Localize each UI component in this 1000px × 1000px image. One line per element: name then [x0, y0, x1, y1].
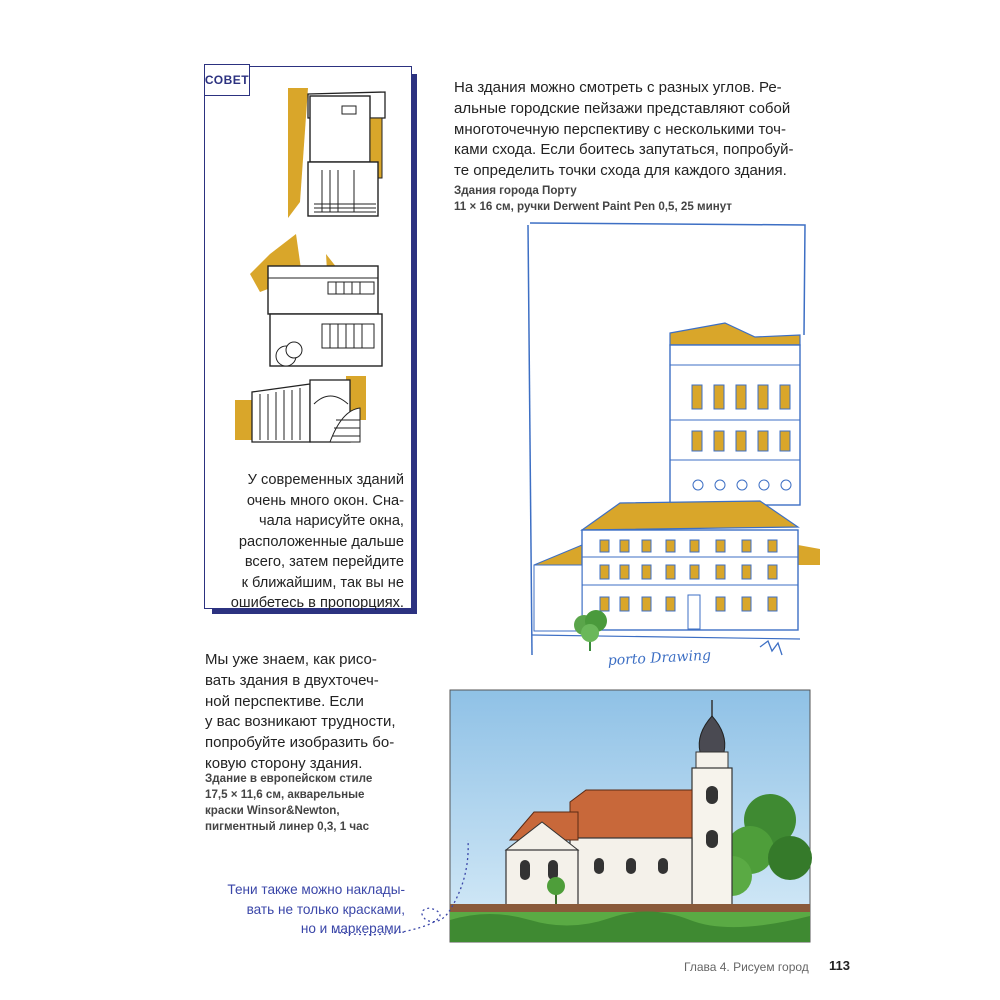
porto-signature: porto Drawing	[607, 647, 712, 669]
top-paragraph	[454, 78, 799, 182]
church-watercolor	[450, 690, 810, 942]
caption-line: пигментный линер 0,3, 1 час	[205, 820, 370, 833]
tip-badge-label: СОВЕТ	[204, 73, 250, 87]
middle-paragraph	[205, 650, 410, 775]
caption-line: Здание в европейском стиле	[205, 772, 373, 785]
caption-line: 17,5 × 11,6 см, акварельные	[205, 788, 365, 801]
caption-details: 11 × 16 см, ручки Derwent Paint Pen 0,5, 25 минут	[454, 200, 732, 213]
tip-line: чала нарисуйте окна,	[258, 513, 404, 529]
paragraph-line: ками схода. Если боитесь запутаться, попробуй-	[454, 141, 794, 159]
tip-line: к ближайшим, так вы не	[241, 574, 404, 591]
sketch-building-3	[235, 376, 366, 442]
paragraph-line: многоточечную перспективу с несколькими точ-	[454, 120, 786, 138]
porto-tall-building	[670, 323, 800, 505]
tip-line: расположенные дальше	[238, 533, 404, 550]
paragraph-line: у вас возникают трудности,	[205, 713, 396, 731]
caption-title: Здания города Порту	[454, 184, 577, 197]
sketch-building-1	[288, 88, 385, 218]
tip-text	[222, 470, 404, 614]
porto-lower-building	[534, 501, 820, 631]
paragraph-line: На здания можно смотреть с разных углов. Ре-	[454, 79, 782, 96]
paragraph-line: ковую сторону здания.	[205, 754, 363, 772]
porto-buildings-sketch	[520, 215, 820, 675]
sketch-building-2	[250, 234, 382, 366]
page-number: 113	[829, 958, 850, 973]
paragraph-line: попробуйте изобразить бо-	[205, 734, 395, 752]
note-line: Тени также можно наклады-	[227, 882, 405, 897]
paragraph-line: те определить точки схода для каждого здания.	[454, 162, 787, 180]
porto-caption	[454, 183, 799, 215]
church-nave	[570, 790, 692, 918]
footer-chapter: Глава 4. Рисуем город	[684, 960, 809, 974]
tip-line: У современных зданий	[247, 472, 404, 488]
tip-line: ошибетесь в пропорциях.	[230, 595, 404, 611]
tip-line: очень много окон. Сна-	[246, 492, 404, 509]
note-line: но и маркерами.	[300, 921, 405, 936]
paragraph-line: ной перспективе. Если	[205, 692, 364, 710]
paragraph-line: альные городские пейзажи представляют собой	[454, 99, 791, 117]
modern-buildings-sketch	[230, 84, 400, 454]
paragraph-line: Мы уже знаем, как рисо-	[205, 651, 377, 668]
shadow-note	[205, 880, 405, 939]
paragraph-line: вать здания в двухточеч-	[205, 671, 379, 689]
caption-line: краски Winsor&Newton,	[205, 804, 340, 817]
tip-line: всего, затем перейдите	[244, 554, 404, 570]
note-line: вать не только красками,	[246, 901, 405, 917]
